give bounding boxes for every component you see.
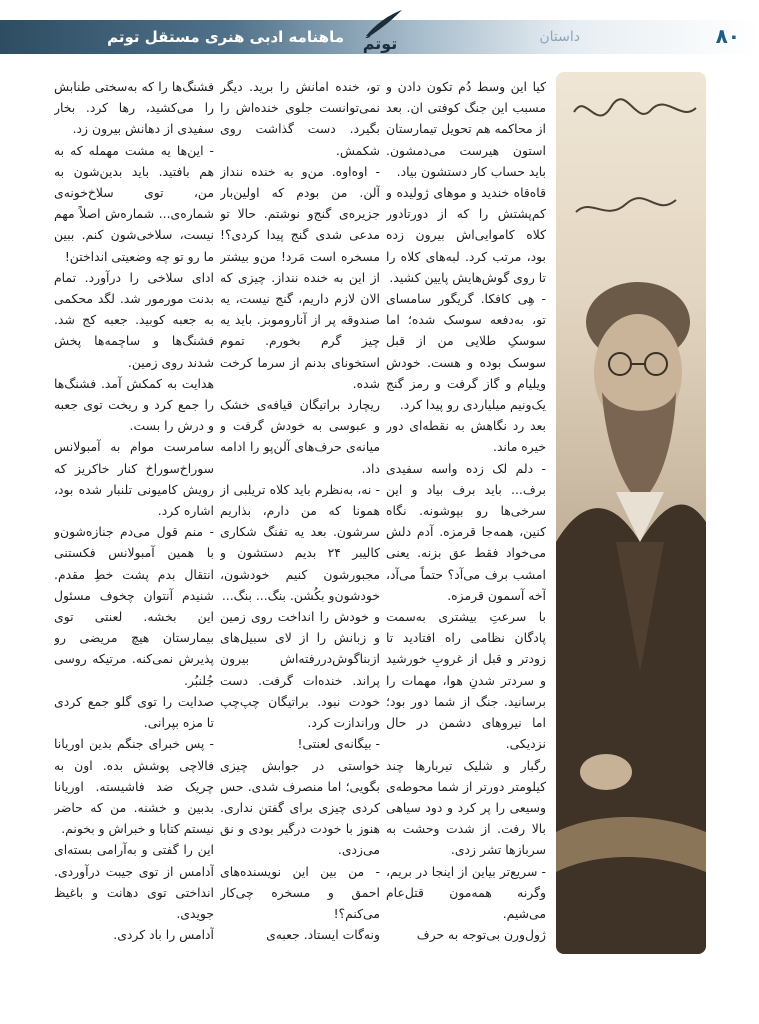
magazine-title: ماهنامه ادبی هنری مستقل توتم xyxy=(107,28,344,46)
text-column-2 xyxy=(220,76,380,956)
paragraph: تو، خنده امانش را برید. دیگر نمی‌توانست جلوی خنده‌اش را بگیرد. دست گذاشت روی شکمش. xyxy=(220,79,380,158)
paragraph: قاه‌قاه خندید و موهای ژولیده و کم‌پشتش را که از دورتادور کلاه کاموایی‌اش بیرون زده بود، مرتب کرد. لبه‌های کلاه را تا روی گوش‌هایش پایین کشید. xyxy=(386,185,546,285)
paragraph: فشنگ‌ها را که به‌سختی طنابش را می‌کشید، رها کرد. بخار سفیدی از دهانش بیرون زد. xyxy=(54,79,214,137)
paragraph: - نه، به‌نظرم باید کلاه تریلبی از همونا که من دارم، بذاریم سرشون. بعد یه تفنگ شکاری کالیبر ۲۴ بدیم دستشون و مجبورشون کنیم خودشون، خودشون‌و بکُشن. بنگ... بنگ... xyxy=(220,481,380,603)
paragraph: با سرعتِ بیشتری به‌سمت پادگان نظامی راه افتادید تا زودتر و قبل از غروبِ خورشید و سردتر شدنِ هوا، مهمات را برسانید. جنگ از شما دور بود؛ اما نیروهای دشمن در حال نزدیکی. xyxy=(386,609,546,752)
paragraph: - اوه‌اوه. من‌و به خنده ننداز آلن. من بودم که اولین‌بار جزیره‌ی گنج‌و نوشتم. حالا تو مدعی شدی گنج پیدا کردی؟! مسخره است مَرد! من‌و بیشتر از این به خنده ننداز. چیزی که الان لازم داریم، گنج نیست، یه صندوقه پر از آناروموبز. باید یه چیز گرم بخورم. تموم استخونای بدنم از سرما کرخت شده. xyxy=(220,163,380,391)
paragraph: کیا این وسط دُم تکون دادن و مسبب این جنگ کوفتی ان. بعد از محاکمه هم تحویل تیمارستان استون هیرست می‌دمشون. باید حساب کار دستشون بیاد. xyxy=(386,79,546,179)
paragraph: - بیگانه‌ی لعنتی! xyxy=(297,736,380,752)
paragraph: - من بین این نویسنده‌های احمق و مسخره چی‌کار می‌کنم؟! xyxy=(220,863,380,921)
page-number: ۸۰ xyxy=(715,24,740,48)
section-label: داستان xyxy=(539,29,580,45)
logo-text: توتم xyxy=(362,34,398,53)
paragraph: - هِی کافکا. گریگور سامسای تو، به‌دفعه سوسک شده؛ اما سوسکِ طلایی من از قبل سوسک بوده و هست. خودش ویلیام و گاز گرفت و رمز گنج یک‌ونیم میلیاردی رو پیدا کرد. xyxy=(386,291,546,413)
author-portrait xyxy=(556,72,706,954)
paragraph: آدامس را باد کردی. xyxy=(113,927,214,943)
paragraph: - این‌ها یه مشت مهمله که به هم بافتید. باید بدین‌شون به من، توی سلاخ‌خونه‌ی شماره‌ی... شماره‌ش اصلاً مهم نیست، سلاخی‌شون کنم. ببین ما رو تو چه وضعیتی انداختن! xyxy=(54,142,214,264)
paragraph: این را گفتی و به‌آرامی بسته‌ای آدامس از توی جیبت درآوردی. انداختی توی دهانت و باغیظ جویدی. xyxy=(54,842,214,921)
paragraph: سامرست موام به آمبولانس سوراخ‌سوراخ کنار خاکریز که رویش کامیونی تلنبار شده بود، اشاره کرد. xyxy=(54,439,214,519)
paragraph: خواستی در جوابش چیزی بگویی؛ اما منصرف شدی. حس کردی چیزی برای گفتن نداری. هنوز با خودت درگیر بودی و نق می‌زدی. xyxy=(220,757,380,858)
paragraph: رگبار و شلیک تیربارها چند کیلومتر دورتر از شما محوطه‌ی وسیعی را پر کرد و دود سیاهی بالا رفت. از شدت وحشت به سربازها تشر زدی. xyxy=(386,757,546,858)
paragraph: ادای سلاخی را درآورد. تمام بدنت مورمور شد. لگد محکمی به جعبه کوبید. جعبه کج شد. فشنگ‌ها و ساچمه‌ها پخش شدند روی زمین. xyxy=(54,269,214,370)
paragraph: ریچارد براتیگان قیافه‌ی خشک و عبوسی به خودش گرفت و میانه‌ی حرف‌های آلن‌پو را ادامه داد. xyxy=(220,397,380,476)
paragraph: صدایت را توی گلو جمع کردی تا مزه بپرانی. xyxy=(54,693,214,731)
paragraph: - دلم لک زده واسه سفیدی برف... باید برف بیاد و این سرخی‌ها رو بپوشونه. نگاه کنین، همه‌جا قرمزه. آدم دلش می‌خواد فقط عق بزنه. یعنی امشب برف می‌آد؟ حتماً می‌آد، آخه آسمون قرمزه. xyxy=(386,460,546,603)
paragraph: هدایت به کمکش آمد. فشنگ‌ها را جمع کرد و ریخت توی جعبه و درش را بست. xyxy=(54,375,214,434)
paragraph: و خودش را انداخت روی زمین و زبانش را از لای سبیل‌های ازبناگوش‌دررفته‌اش بیرون پراند. خنده‌ات گرفت. دست خودت نبود. براتیگان چپ‌چپ وراندازت کرد. xyxy=(220,609,380,731)
paragraph: - سریع‌تر بیاین از اینجا در بریم، وگرنه همه‌مون قتل‌عام می‌شیم. xyxy=(386,863,546,921)
paragraph: - منم قول می‌دم جنازه‌شون‌و با همین آمبولانس فکستنی انتقال بدم پشت خطِ مقدم. شنیدم آنتوان چخوف مسئول این بخشه. لعنتی توی بیمارستان هیچ مریضی رو پذیرش نمی‌کنه. مرتیکه روسی جُلنبُر. xyxy=(54,524,214,688)
paragraph: - پس خبرای جنگم بدین اوریانا فالاچی پوشش بده. اون به چریک ضد فاشیسته. اوریانا بدبین و خشنه. من که حاضر نیستم کتابا و خبراش و بخونم. xyxy=(54,736,214,837)
text-column-1 xyxy=(386,76,546,956)
totem-logo xyxy=(352,8,408,58)
paragraph: ژول‌ورن بی‌توجه به حرف xyxy=(416,927,546,943)
paragraph: بعد رد نگاهش به نقطه‌ای دور خیره ماند. xyxy=(386,418,546,455)
paragraph: ونه‌گات ایستاد. جعبه‌ی xyxy=(266,927,380,943)
portrait-illustration xyxy=(556,72,706,954)
text-column-3 xyxy=(54,76,214,956)
page-header xyxy=(0,0,759,64)
